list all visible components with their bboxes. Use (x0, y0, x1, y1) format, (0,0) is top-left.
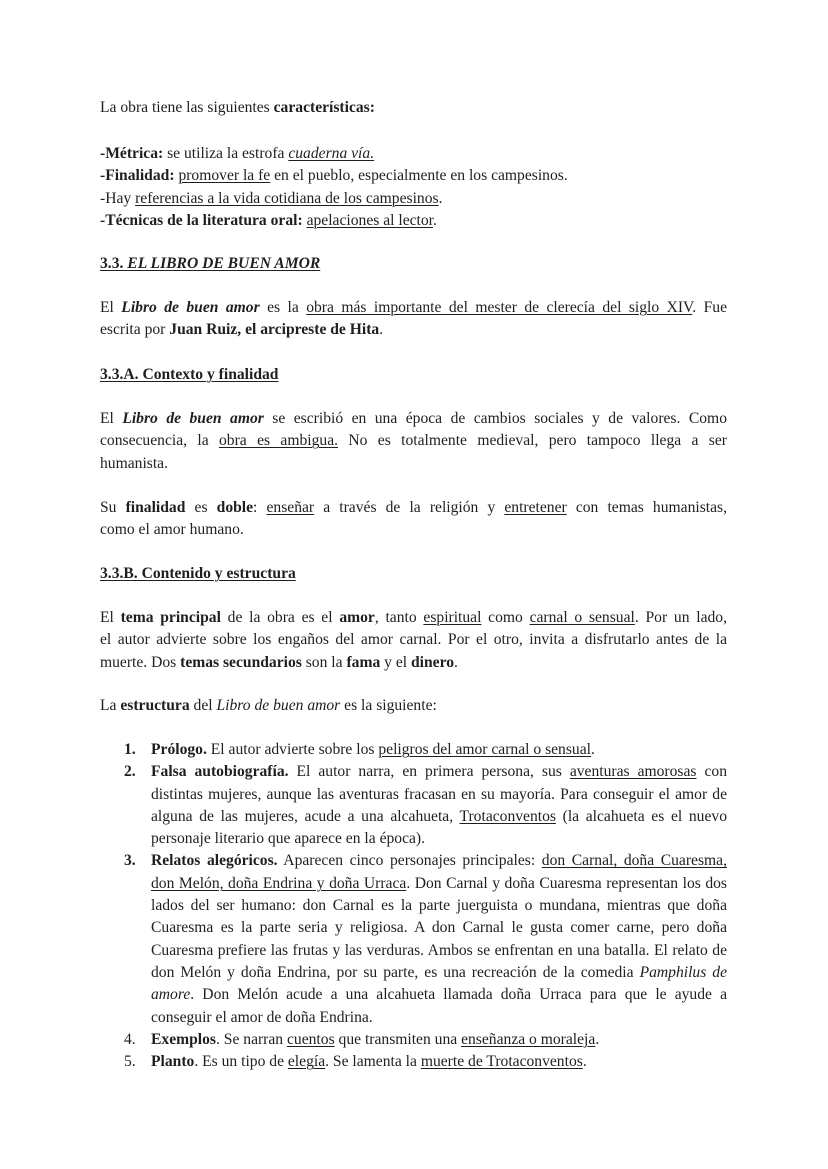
section-3-3-paragraph: El Libro de buen amor es la obra más importante del mester de clerecía del siglo XIV. Fue escrita por Juan Ruiz, el arcipreste de Hita. (100, 299, 727, 339)
features-list (100, 143, 727, 232)
section-3-3-heading: 3.3. EL LIBRO DE BUEN AMOR (100, 255, 321, 272)
feature-finalidad: -Finalidad: promover la fe en el pueblo, especialmente en los campesinos. (100, 167, 568, 185)
feature-metrica: -Métrica: se utiliza la estrofa cuaderna vía. (100, 145, 375, 162)
section-3-3-a-heading: 3.3.A. Contexto y finalidad (100, 366, 279, 383)
purpose-paragraph: Su finalidad es doble: enseñar a través de la religión y entretener con temas humanistas, como el amor humano. (100, 499, 727, 539)
feature-tecnicas: -Técnicas de la literatura oral: apelaciones al lector. (100, 211, 437, 229)
section-3-3-b-heading: 3.3.B. Contenido y estructura (100, 565, 296, 582)
list-item-exemplos: 4. Exemplos. Se narran cuentos que transmiten una enseñanza o moraleja. (124, 1030, 600, 1048)
structure-intro-paragraph: La estructura del Libro de buen amor es la siguiente: (100, 697, 437, 714)
content-paragraph: El tema principal de la obra es el amor, tanto espiritual como carnal o sensual. Por un lado, el autor advierte sobre los engaños del amor carnal. Por el otro, invita a disfrutarlo antes de la muerte. Dos temas secundarios son la fama y el dinero. (100, 609, 727, 671)
intro-bold: características: (273, 99, 375, 116)
context-paragraph: El Libro de buen amor se escribió en una época de cambios sociales y de valores. Como consecuencia, la obra es ambigua. No es totalmente medieval, pero tampoco llega a ser humanista. (100, 410, 727, 472)
intro-text: La obra tiene las siguientes (100, 99, 274, 116)
list-item-planto: 5. Planto. Es un tipo de elegía. Se lamenta la muerte de Trotaconventos. (124, 1053, 587, 1071)
feature-referencias: -Hay referencias a la vida cotidiana de los campesinos. (100, 189, 443, 207)
structure-list (100, 739, 727, 1073)
list-item-prologo: 1. Prólogo. El autor advierte sobre los peligros del amor carnal o sensual. (124, 741, 595, 758)
intro-paragraph (100, 97, 727, 119)
list-item-relatos-alegoricos: 3. Relatos alegóricos. Aparecen cinco personajes principales: don Carnal, doña Cuaresma, don Melón, doña Endrina y doña Urraca. Don Carnal y doña Cuaresma representan los dos lados del ser humano: don Carnal es la parte juerguista o mundana, mientras que doña Cuaresma es la parte seria y religiosa. A don Carnal le gusta comer carne, pero doña Cuaresma prefiere las frutas y las verduras. Ambos se enfrentan en una batalla. El relato de don Melón y doña Endrina, por su parte, es una recreación de la comedia Pamphilus de amore. Don Melón acude a una alcahueta llamada doña Urraca para que le ayude a conseguir el amor de doña Endrina. (124, 852, 727, 1026)
list-item-falsa-autobiografia: 2. Falsa autobiografía. El autor narra, en primera persona, sus aventuras amorosas con distintas mujeres, aunque las aventuras fracasan en su mayoría. Para conseguir el amor de alguna de las mujeres, acude a una alcahueta, Trotaconventos (la alcahueta es el nuevo personaje literario que aparece en la época). (124, 763, 727, 848)
